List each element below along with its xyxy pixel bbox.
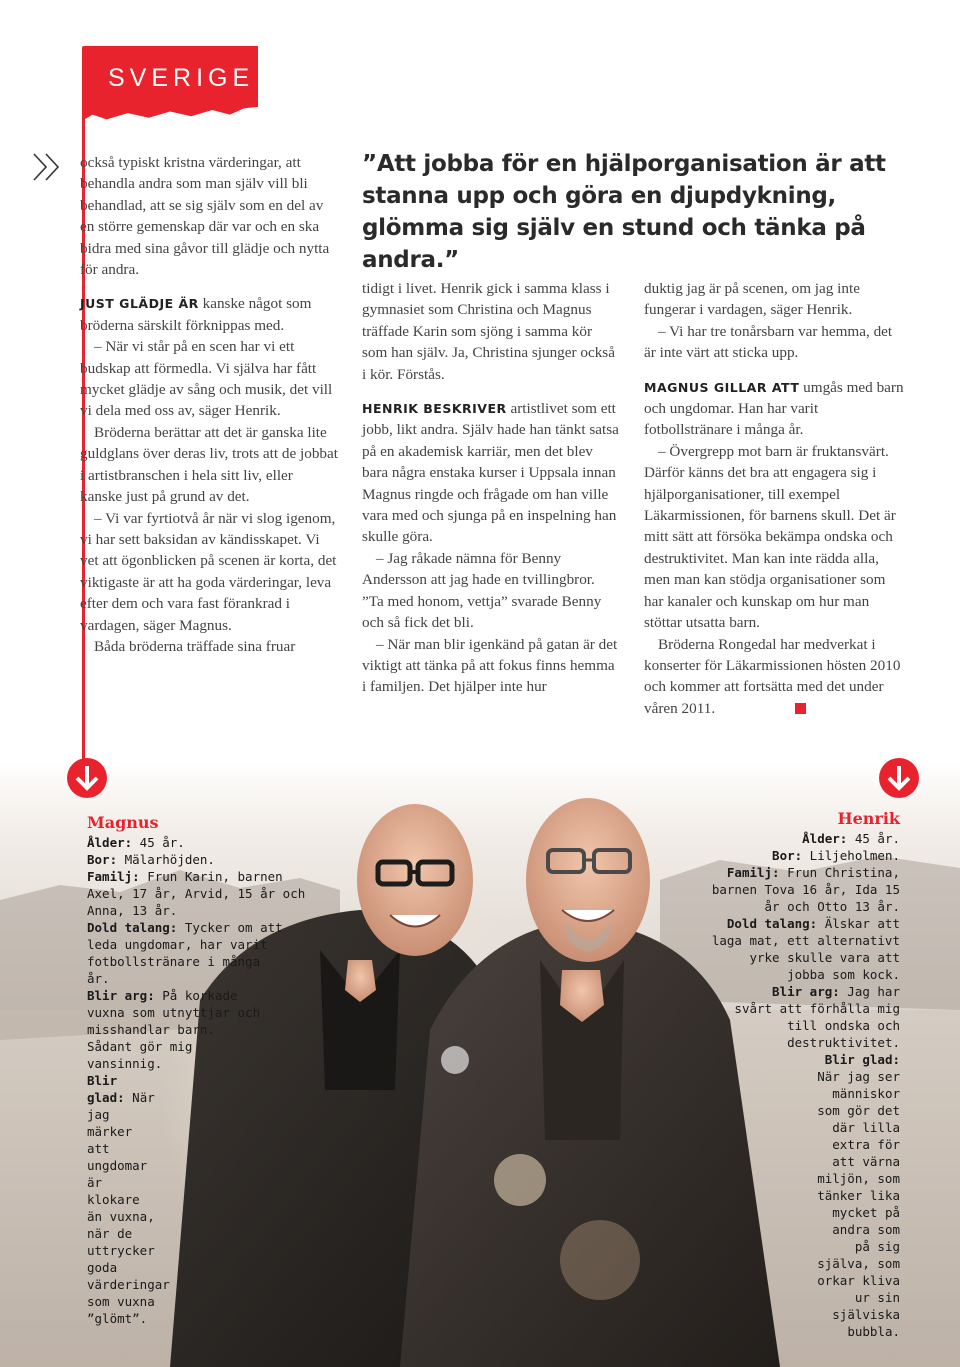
article-column-2	[362, 278, 620, 698]
paragraph: – När vi står på en scen har vi ett budskap att förmedla. Vi själva har fått mycket glädje av sång och musik, det vill vi dela med oss av, säger Henrik.	[80, 338, 333, 420]
continuation-chevrons-icon	[32, 150, 66, 184]
paragraph: – Vi har tre tonårsbarn var hemma, det är inte värt att sticka upp.	[644, 322, 893, 362]
paragraph: – Jag råkade nämna för Benny Andersson att jag hade en tvillingbror. ”Ta med honom, vettja” svarade Benny och så fick det bli.	[362, 549, 602, 632]
fact-name: Henrik	[837, 809, 900, 828]
pull-quote: ”Att jobba för en hjälporganisation är att stanna upp och göra en djupdykning, glömma sig själv en stund och tänka på andra.”	[362, 151, 886, 273]
paragraph: duktig jag är på scenen, om jag inte fungerar i vardagen, säger Henrik.	[644, 280, 860, 319]
arrow-down-circle-icon	[878, 757, 920, 799]
section-label: SVERIGE	[108, 64, 255, 92]
fact-glad: Blir glad: När jag ser människor som gör det där lilla extra för att värna miljön, som tänker lika mycket på andra som på sig själva, som orkar kliva ur sin själviska bubbla.	[817, 1052, 900, 1339]
paragraph: – Vi var fyrtiotvå år när vi slog igenom, vi har sett baksidan av kändisskapet. Vi vet att ögonblicken på scenen är korta, det viktigaste är att ha goda värderingar, leva efter dem och vara fast förankrad i vardagen, säger Magnus.	[80, 509, 337, 634]
article-column-1	[80, 152, 338, 657]
fact-age: Ålder: 45 år.	[802, 831, 900, 846]
paragraph: JUST GLÄDJE ÄR kanske något som bröderna särskilt förknippas med.	[80, 295, 312, 334]
lead-in: JUST GLÄDJE ÄR	[80, 296, 199, 312]
fact-talent: Dold talang: Tycker om att leda ungdomar, har varit fotbollstränare i många år.	[87, 920, 283, 986]
fact-age: Ålder: 45 år.	[87, 835, 185, 850]
arrow-down-circle-icon	[66, 757, 108, 799]
fact-home: Bor: Liljeholmen.	[772, 848, 900, 863]
fact-angry: Blir arg: Jag har svårt att förhålla mig till ondska och destruktivitet.	[734, 984, 900, 1050]
fact-glad: Blir glad: När jag märker att ungdomar är klokare än vuxna, när de uttrycker goda värderingar som vuxna ”glömt”.	[87, 1073, 170, 1326]
article-column-3	[644, 278, 906, 719]
paragraph: – När man blir igenkänd på gatan är det viktigt att tänka på att fokus finns hemma i familjen. Det hjälper inte hur	[362, 635, 618, 696]
paragraph: Bröderna berättar att det är ganska lite guldglans över deras liv, trots att de jobbat i artistbranschen i hela sitt liv, eller kanske just på grund av det.	[80, 423, 338, 506]
lead-in: MAGNUS GILLAR ATT	[644, 379, 800, 395]
fact-talent: Dold talang: Älskar att laga mat, ett alternativt yrke skulle vara att jobba som kock.	[711, 916, 900, 982]
fact-family: Familj: Frun Christina, barnen Tova 16 år, Ida 15 år och Otto 13 år.	[711, 865, 900, 914]
fact-home: Bor: Mälarhöjden.	[87, 852, 215, 867]
paragraph: – Övergrepp mot barn är fruktansvärt. Därför känns det bra att engagera sig i hjälporganisationer, till exempel Läkarmissionen, för barnens skull. Det är mitt sätt att försöka bekämpa ondska och destruktivitet. Man kan inte rädda alla, men man kan stödja organisationer som har kanaler och kunskap om hur man stöttar utsatta barn.	[644, 442, 896, 632]
lead-in: HENRIK BESKRIVER	[362, 401, 507, 417]
fact-family: Familj: Frun Karin, barnen Axel, 17 år, Arvid, 15 år och Anna, 13 år.	[87, 869, 306, 918]
paragraph: Bröderna Rongedal har medverkat i konserter för Läkarmissionen hösten 2010 och kommer att fortsätta med det under våren 2011.	[644, 635, 901, 717]
paragraph: MAGNUS GILLAR ATT umgås med barn och ungdomar. Han har varit fotbollstränare i många år.	[644, 378, 904, 439]
fact-box-henrik	[620, 808, 900, 1340]
fact-box-magnus	[87, 812, 322, 1327]
fact-name: Magnus	[87, 813, 159, 832]
fact-angry: Blir arg: På korkade vuxna som utnyttjar och misshandlar barn. Sådant gör mig vansinnig.	[87, 988, 261, 1071]
paragraph: tidigt i livet. Henrik gick i samma klass i gymnasiet som Christina och Magnus träffade Karin som sjöng i samma kör som han själv. Ja, Christina sjunger också i kör. Förstås.	[362, 280, 615, 383]
paragraph: också typiskt kristna värderingar, att behandla andra som man själv vill bli behandlad, att se sig själv som en del av en större gemenskap där var och en ska bidra med sina gåvor till glädje och nytta för andra.	[80, 154, 330, 279]
end-square-icon	[795, 703, 806, 714]
paragraph: HENRIK BESKRIVER artistlivet som ett jobb, likt andra. Själv hade han tänkt satsa på en akademisk karriär, men det blev bara några enstaka kurser i Uppsala innan Magnus ringde och frågade om han ville vara med och sjunga på en inspelning han skulle göra.	[362, 400, 619, 546]
paragraph: Båda bröderna träffade sina fruar	[94, 637, 296, 655]
